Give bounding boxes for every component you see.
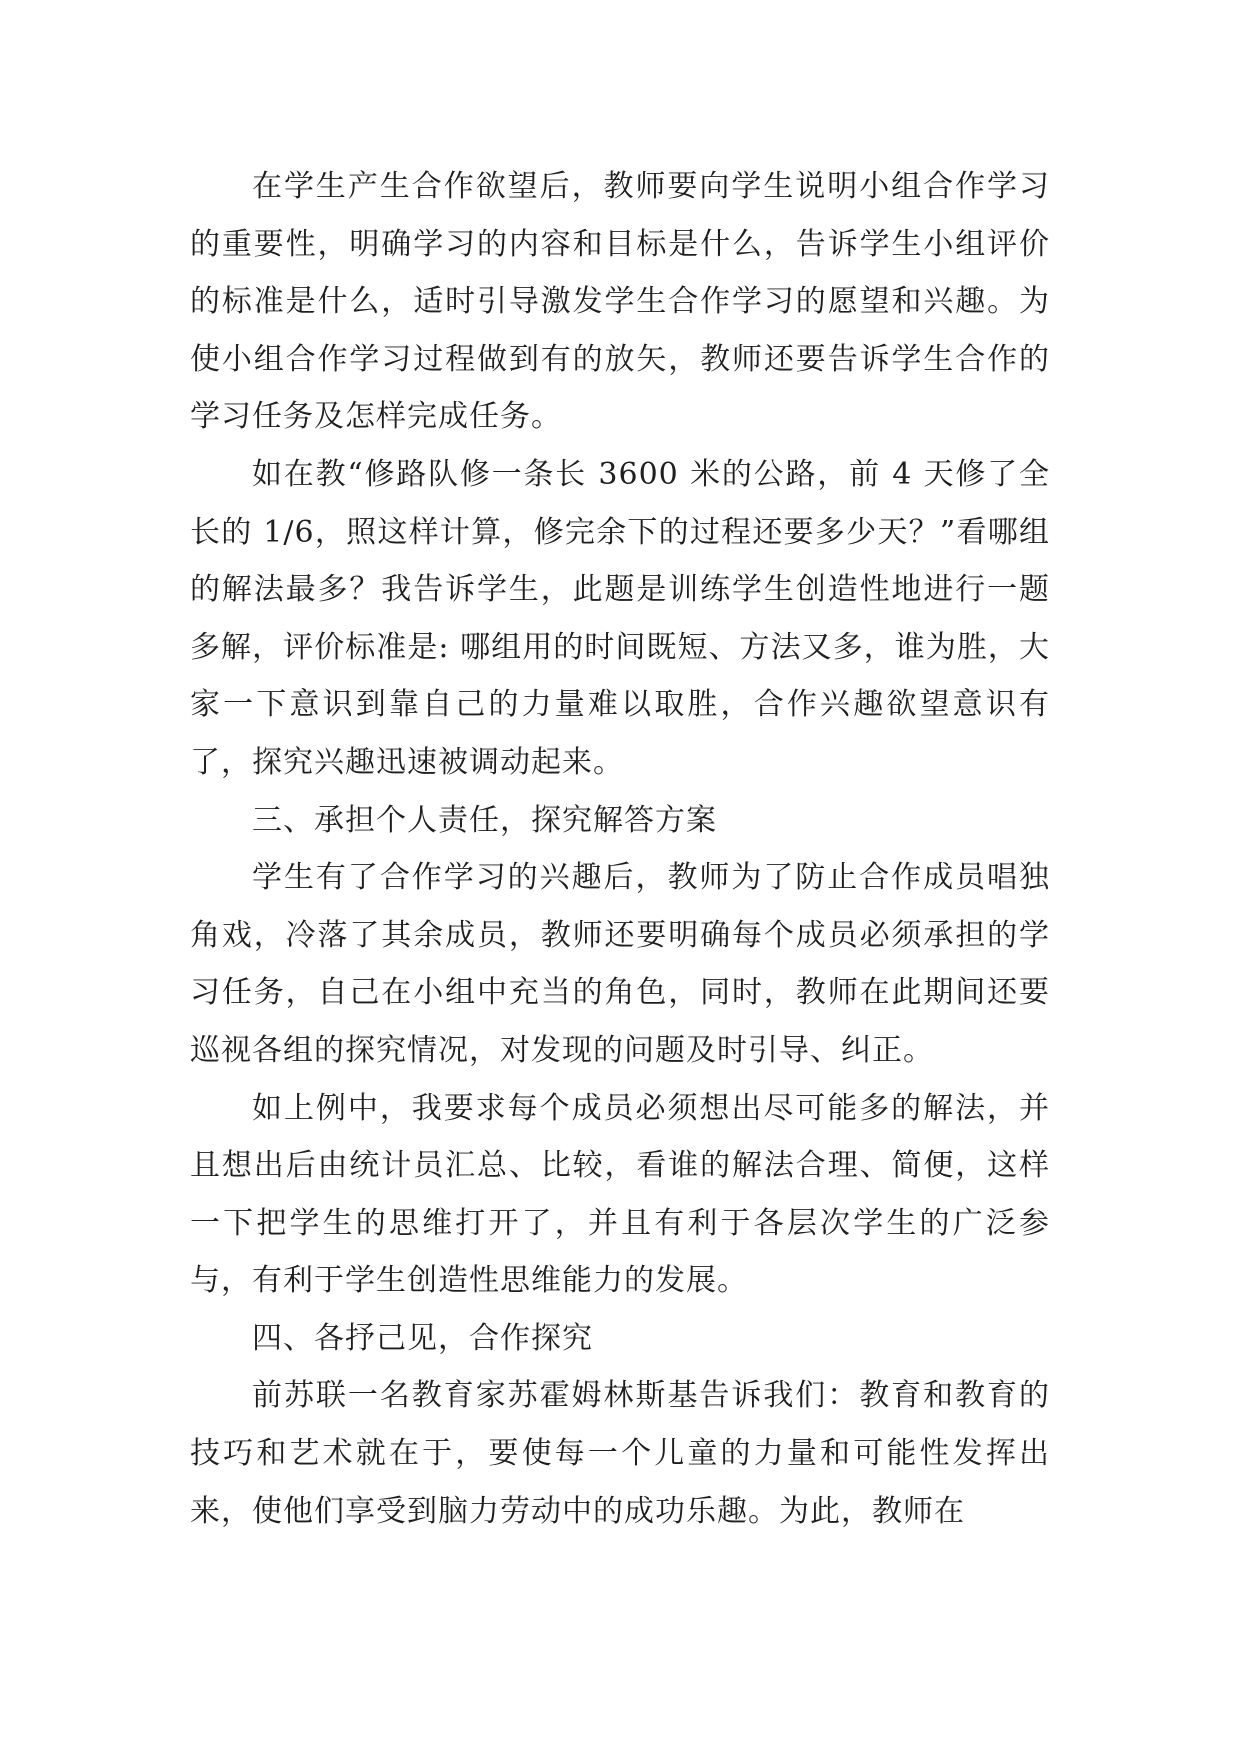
paragraph-sukhomlinsky: 前苏联一名教育家苏霍姆林斯基告诉我们：教育和教育的技巧和艺术就在于，要使每一个儿童的力量和可能性发挥出来，使他们享受到脑力劳动中的成功乐趣。为此，教师在 bbox=[190, 1378, 1050, 1529]
paragraph-example-members: 如上例中，我要求每个成员必须想出尽可能多的解法，并且想出后由统计员汇总、比较，看谁的解法合理、简便，这样一下把学生的思维打开了，并且有利于各层次学生的广泛参与，有利于学生创造性思维能力的发展。 bbox=[190, 1090, 1050, 1299]
section-heading-4: 四、各抒己见，合作探究 bbox=[252, 1320, 593, 1356]
paragraph-responsibility: 学生有了合作学习的兴趣后，教师为了防止合作成员唱独角戏，冷落了其余成员，教师还要明确每个成员必须承担的学习任务，自己在小组中充当的角色，同时，教师在此期间还要巡视各组的探究情况，对发现的问题及时引导、纠正。 bbox=[190, 860, 1050, 1068]
paragraph-example-road: 如在教“修路队修一条长 3600 米的公路，前 4 天修了全长的 1/6，照这样计算，修完余下的过程还要多少天？”看哪组的解法最多？我告诉学生，此题是训练学生创造性地进行一题多解，评价标准是: 哪组用的时间既短、方法又多，谁为胜，大家一下意识到靠自己的力量难以取胜，合作兴趣欲望意识有了，探究兴趣迅速被调动起来。 bbox=[190, 456, 1050, 780]
document-body bbox=[190, 158, 1050, 1540]
paragraph-group-intro: 在学生产生合作欲望后，教师要向学生说明小组合作学习的重要性，明确学习的内容和目标是什么，告诉学生小组评价的标准是什么，适时引导激发学生合作学习的愿望和兴趣。为使小组合作学习过程做到有的放矢，教师还要告诉学生合作的学习任务及怎样完成任务。 bbox=[190, 169, 1050, 435]
section-heading-3: 三、承担个人责任，探究解答方案 bbox=[252, 802, 717, 838]
